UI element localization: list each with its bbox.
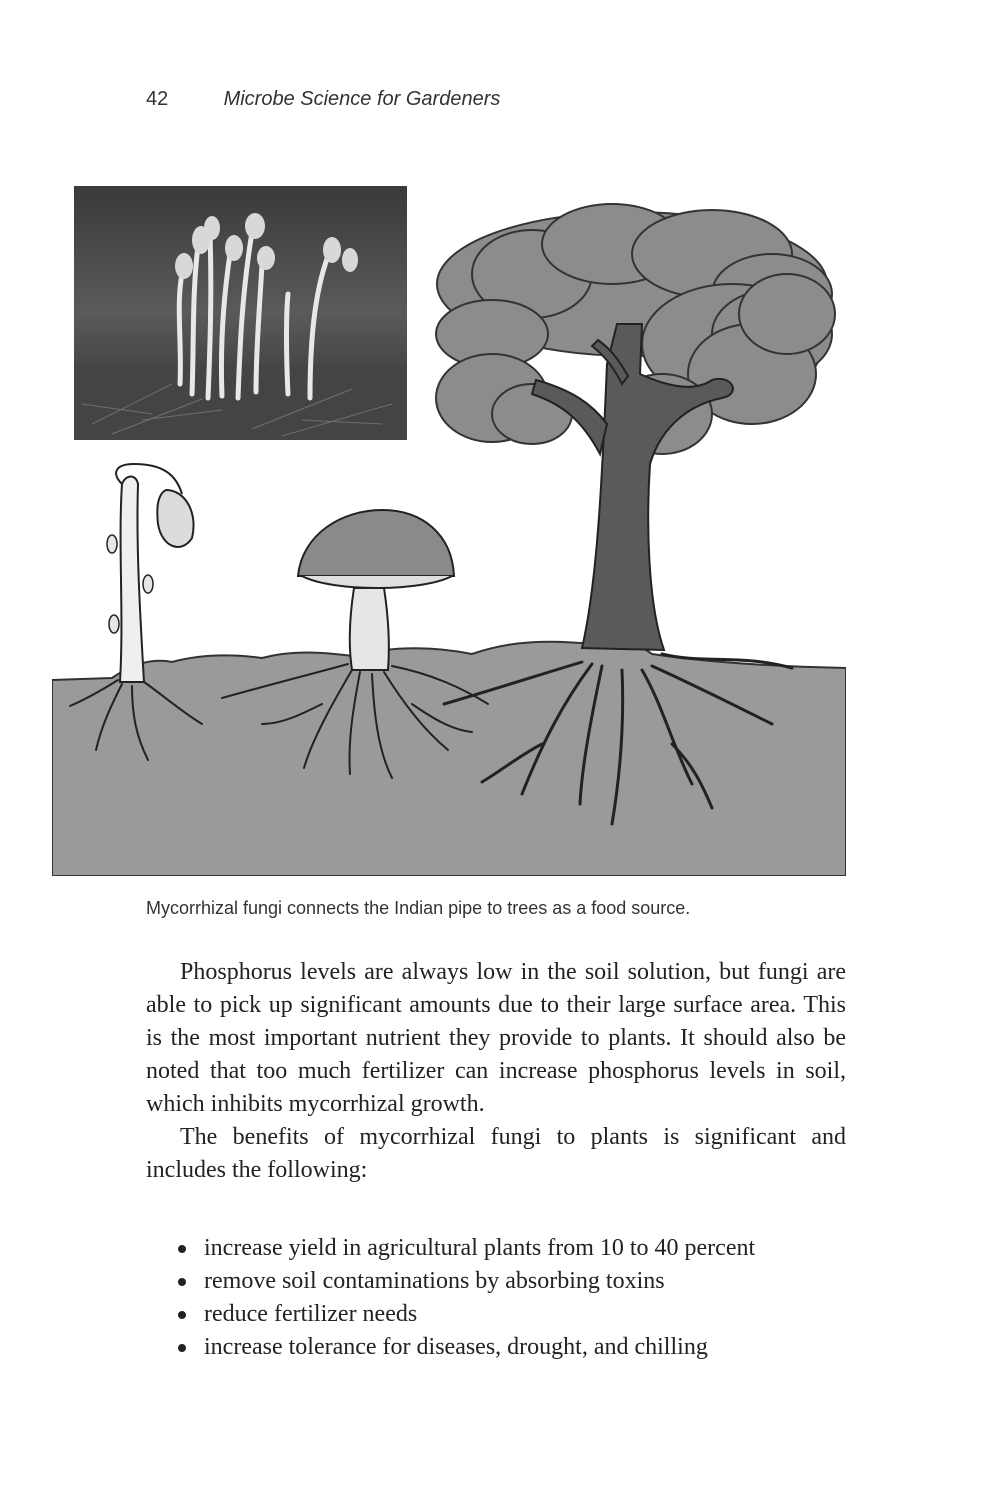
bullet-icon (178, 1311, 186, 1319)
indian-pipe-illustration (107, 464, 194, 682)
page-number: 42 (146, 88, 169, 110)
running-header (146, 88, 500, 111)
list-item-text: increase yield in agricultural plants from 10 to 40 percent (204, 1235, 756, 1261)
list-item-text: reduce fertilizer needs (204, 1301, 418, 1327)
figure-illustration (52, 184, 846, 876)
benefits-list (146, 1232, 846, 1364)
bullet-icon (178, 1278, 186, 1286)
body-text (146, 956, 846, 1364)
list-item-text: increase tolerance for diseases, drought, and chilling (204, 1334, 708, 1360)
paragraph: Phosphorus levels are always low in the soil solution, but fungi are able to pick up significant amounts due to their large surface area. This is the most important nutrient they provide to plants. It should also be noted that too much fertilizer can increase phosphorus levels in soil, which inhibits mycorrhizal growth. (146, 959, 846, 1117)
bullet-icon (178, 1245, 186, 1253)
mycorrhizal-figure (52, 184, 846, 876)
mushroom (298, 510, 454, 670)
figure-caption: Mycorrhizal fungi connects the Indian pipe to trees as a food source. (146, 898, 691, 918)
book-title: Microbe Science for Gardeners (223, 88, 501, 110)
bullet-icon (178, 1344, 186, 1352)
indian-pipe-photo (74, 186, 407, 440)
list-item (178, 1298, 846, 1331)
soil (52, 641, 846, 876)
list-item-text: remove soil contaminations by absorbing toxins (204, 1268, 665, 1294)
list-item (178, 1232, 846, 1265)
list-item (178, 1265, 846, 1298)
paragraph: The benefits of mycorrhizal fungi to plants is significant and includes the following: (146, 1124, 846, 1183)
list-item (178, 1331, 846, 1364)
